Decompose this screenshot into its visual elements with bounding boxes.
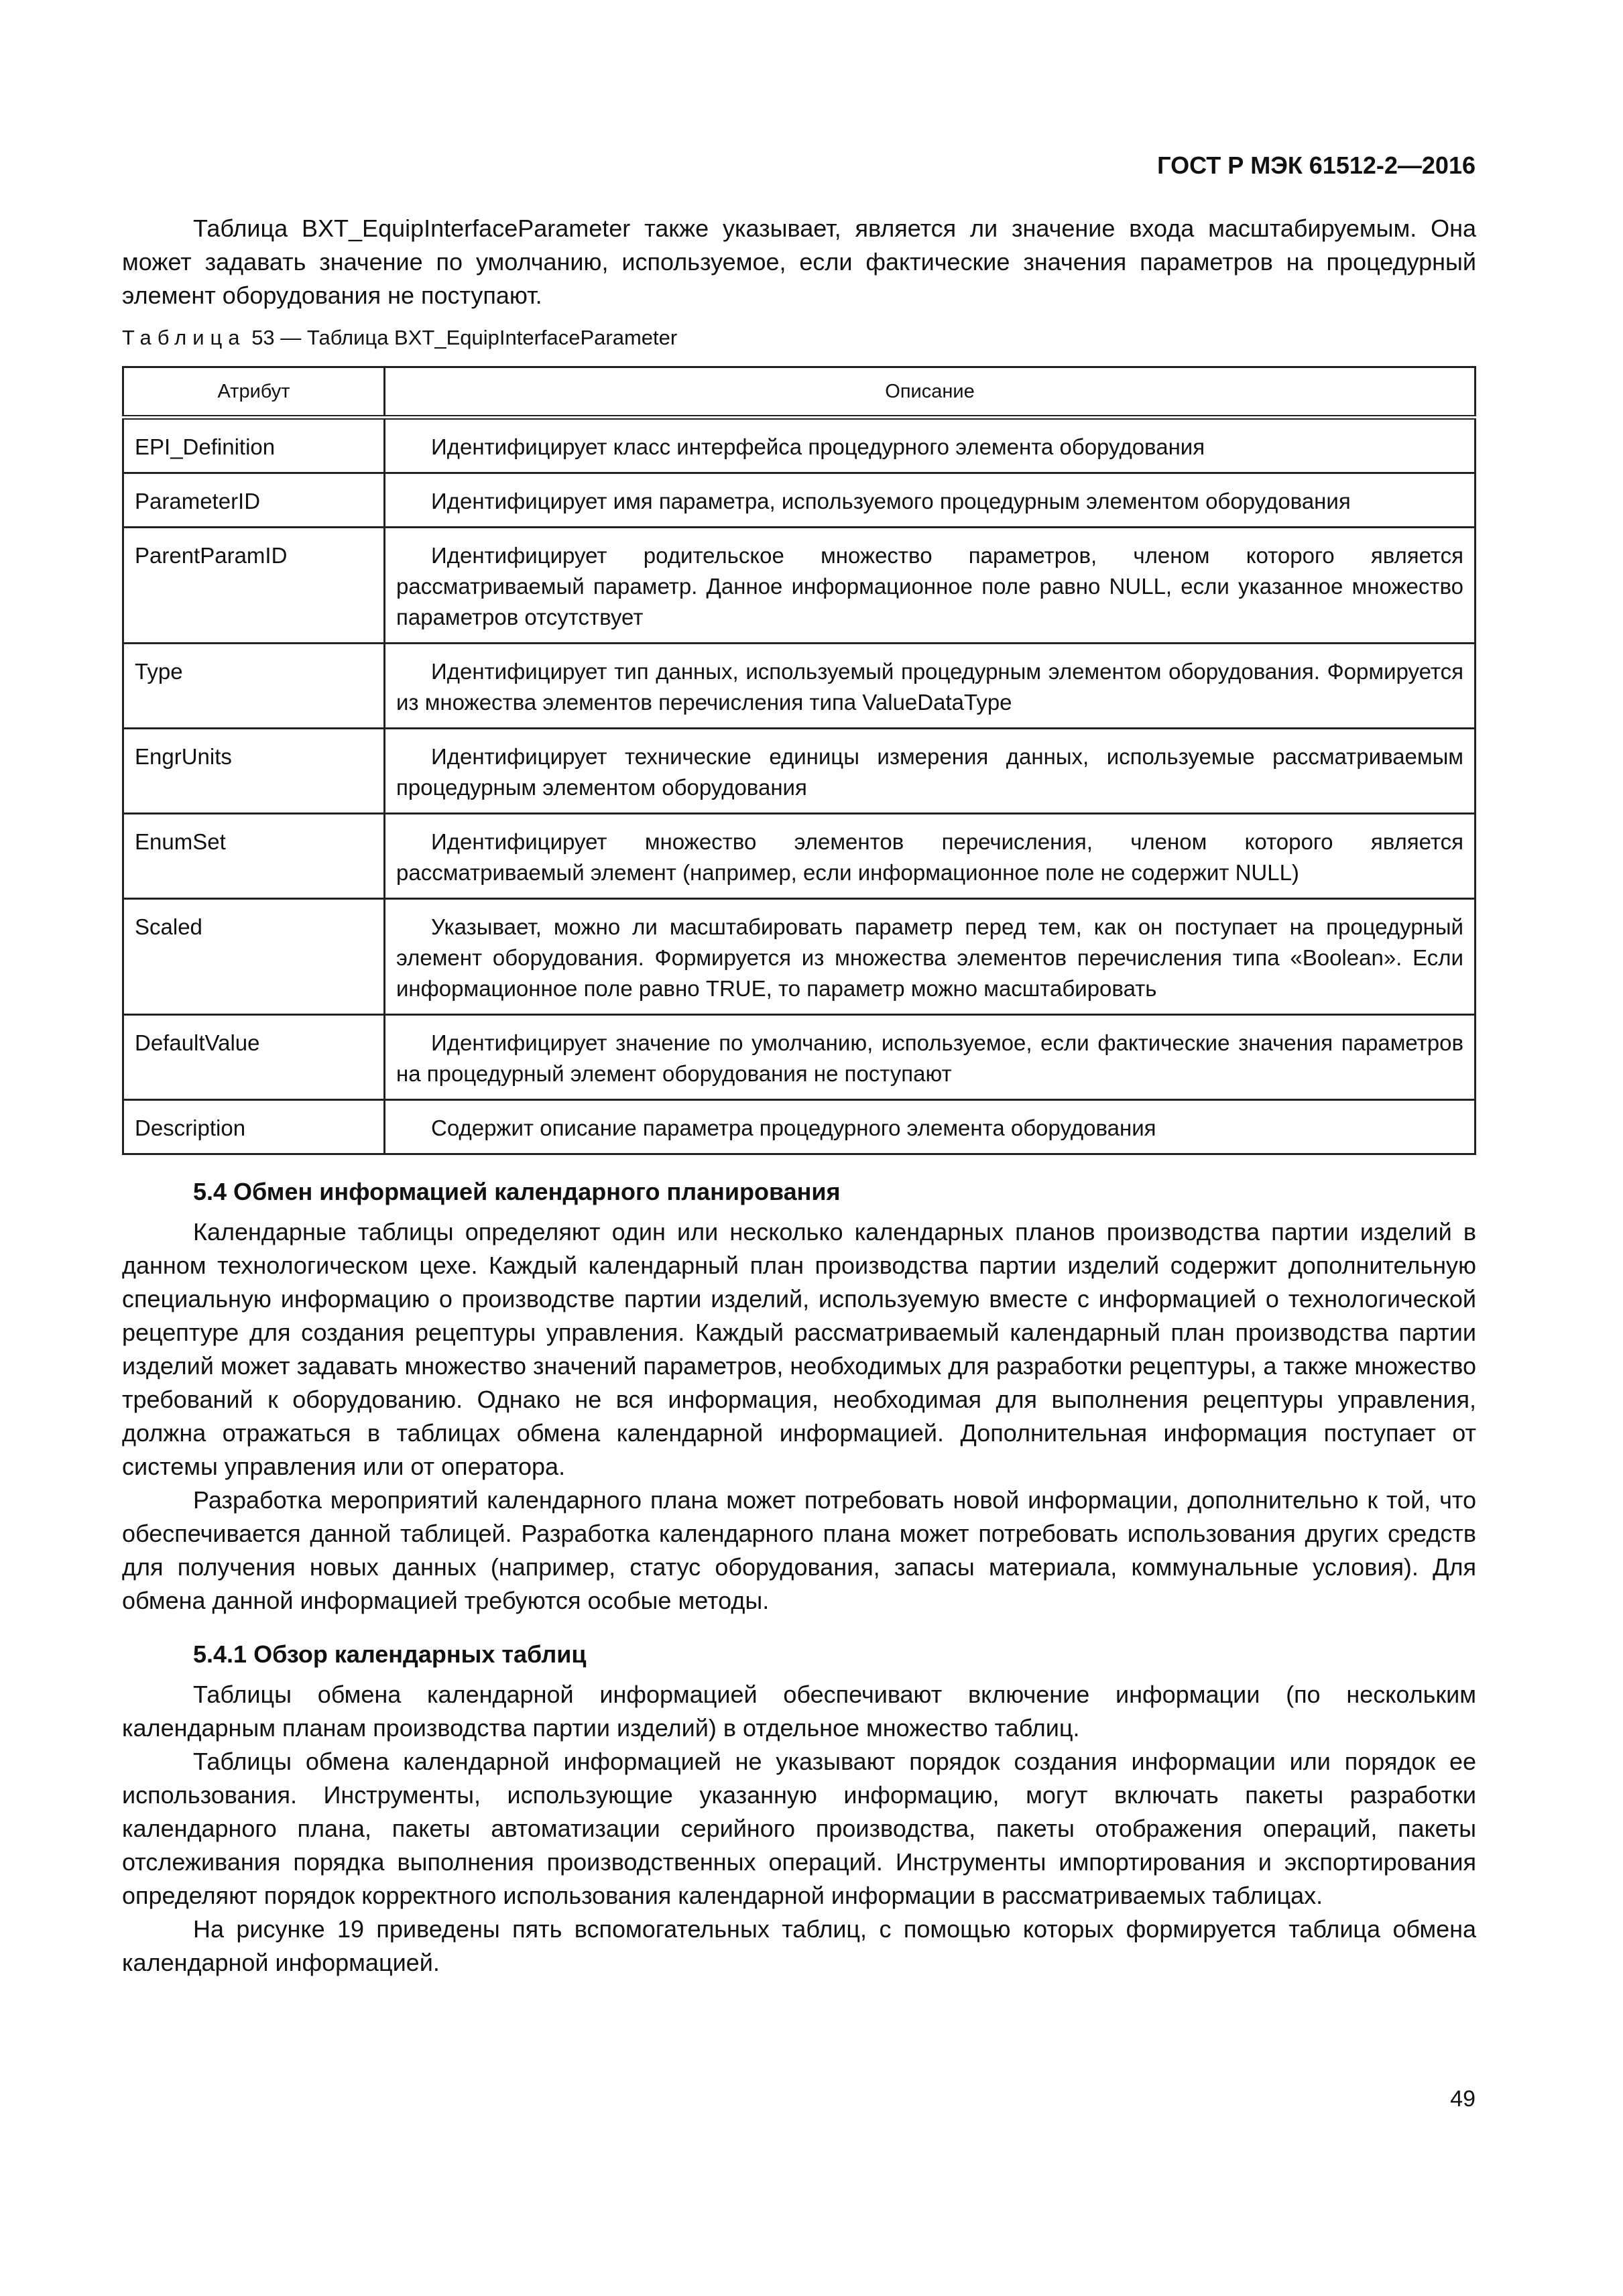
page-number: 49 xyxy=(1450,2086,1476,2112)
table-caption-text: 53 — Таблица BXT_EquipInterfaceParameter xyxy=(251,326,678,349)
attribute-cell: EnumSet xyxy=(123,814,385,899)
table-row xyxy=(123,528,1476,644)
table-caption-label: Таблица xyxy=(122,326,246,349)
section-5-4-1-paragraph: На рисунке 19 приведены пять вспомогательных таблиц, с помощью которых формируется таблица обмена календарной информацией. xyxy=(122,1915,1476,1976)
attribute-cell: Type xyxy=(123,644,385,729)
description-cell: Идентифицирует тип данных, используемый процедурным элементом оборудования. Формируется из множества элементов перечисления типа ValueDataType xyxy=(385,644,1476,729)
description-cell: Идентифицирует технические единицы измерения данных, используемые рассматриваемым процедурным элементом оборудования xyxy=(385,729,1476,814)
table-header-row xyxy=(123,367,1476,418)
description-cell: Идентифицирует класс интерфейса процедурного элемента оборудования xyxy=(385,418,1476,473)
table-row xyxy=(123,1015,1476,1100)
attribute-cell: Description xyxy=(123,1100,385,1154)
page-header-standard: ГОСТ Р МЭК 61512-2—2016 xyxy=(1157,152,1476,179)
table-row xyxy=(123,644,1476,729)
attribute-table xyxy=(122,366,1476,1155)
attribute-cell: Scaled xyxy=(123,899,385,1015)
attribute-cell: ParentParamID xyxy=(123,528,385,644)
page-content xyxy=(122,212,1476,1980)
section-5-4-1-paragraph: Таблицы обмена календарной информацией не указывают порядок создания информации или порядок ее использования. Инструменты, использующие указанную информацию, могут включать пакеты разработки календарного плана, пакеты автоматизации серийного производства, пакеты отображения операций, пакеты отслеживания порядка выполнения производственных операций. Инструменты импортирования и экспортирования определяют порядок корректного использования календарной информации в рассматриваемых таблицах. xyxy=(122,1748,1476,1909)
section-5-4-paragraph: Разработка мероприятий календарного плана может потребовать новой информации, дополнительно к той, что обеспечивается данной таблицей. Разработка календарного плана может потребовать использования других средств для получения новых данных (например, статус оборудования, запасы материала, коммунальные условия). Для обмена данной информацией требуются особые методы. xyxy=(122,1486,1476,1614)
table-caption xyxy=(122,324,1476,351)
attribute-cell: DefaultValue xyxy=(123,1015,385,1100)
intro-paragraph: Таблица BXT_EquipInterfaceParameter также указывает, является ли значение входа масштабируемым. Она может задавать значение по умолчанию, используемое, если фактические значения параметров на процедурный элемент оборудования не поступают. xyxy=(122,215,1476,309)
table-row xyxy=(123,473,1476,528)
section-5-4-paragraph: Календарные таблицы определяют один или несколько календарных планов производства партии изделий в данном технологическом цехе. Каждый календарный план производства партии изделий содержит дополнительную специальную информацию о производстве партии изделий, используемую вместе с информацией о технологической рецептуре для создания рецептуры управления. Каждый рассматриваемый календарный план производства партии изделий может задавать множество значений параметров, необходимых для разработки рецептуры, а также множество требований к оборудованию. Однако не вся информация, необходимая для выполнения рецептуры управления, должна отражаться в таблицах обмена календарной информацией. Дополнительная информация поступает от системы управления или от оператора. xyxy=(122,1218,1476,1480)
section-heading-5-4: 5.4 Обмен информацией календарного планирования xyxy=(193,1178,841,1205)
attribute-cell: EngrUnits xyxy=(123,729,385,814)
description-cell: Содержит описание параметра процедурного элемента оборудования xyxy=(385,1100,1476,1154)
description-cell: Идентифицирует имя параметра, используемого процедурным элементом оборудования xyxy=(385,473,1476,528)
table-row xyxy=(123,1100,1476,1154)
table-row xyxy=(123,814,1476,899)
table-row xyxy=(123,418,1476,473)
section-5-4-1-paragraph: Таблицы обмена календарной информацией обеспечивают включение информации (по нескольким календарным планам производства партии изделий) в отдельное множество таблиц. xyxy=(122,1681,1476,1742)
table-row xyxy=(123,729,1476,814)
column-header-attribute: Атрибут xyxy=(123,367,385,418)
description-cell: Указывает, можно ли масштабировать параметр перед тем, как он поступает на процедурный элемент оборудования. Формируется из множества элементов перечисления типа «Boolean». Если информационное поле равно TRUE, то параметр можно масштабировать xyxy=(385,899,1476,1015)
column-header-description: Описание xyxy=(385,367,1476,418)
attribute-cell: EPI_Definition xyxy=(123,418,385,473)
description-cell: Идентифицирует множество элементов перечисления, членом которого является рассматриваемый элемент (например, если информационное поле не содержит NULL) xyxy=(385,814,1476,899)
table-row xyxy=(123,899,1476,1015)
description-cell: Идентифицирует значение по умолчанию, используемое, если фактические значения параметров на процедурный элемент оборудования не поступают xyxy=(385,1015,1476,1100)
attribute-cell: ParameterID xyxy=(123,473,385,528)
section-heading-5-4-1: 5.4.1 Обзор календарных таблиц xyxy=(193,1640,587,1668)
description-cell: Идентифицирует родительское множество параметров, членом которого является рассматриваемый параметр. Данное информационное поле равно NULL, если указанное множество параметров отсутствует xyxy=(385,528,1476,644)
